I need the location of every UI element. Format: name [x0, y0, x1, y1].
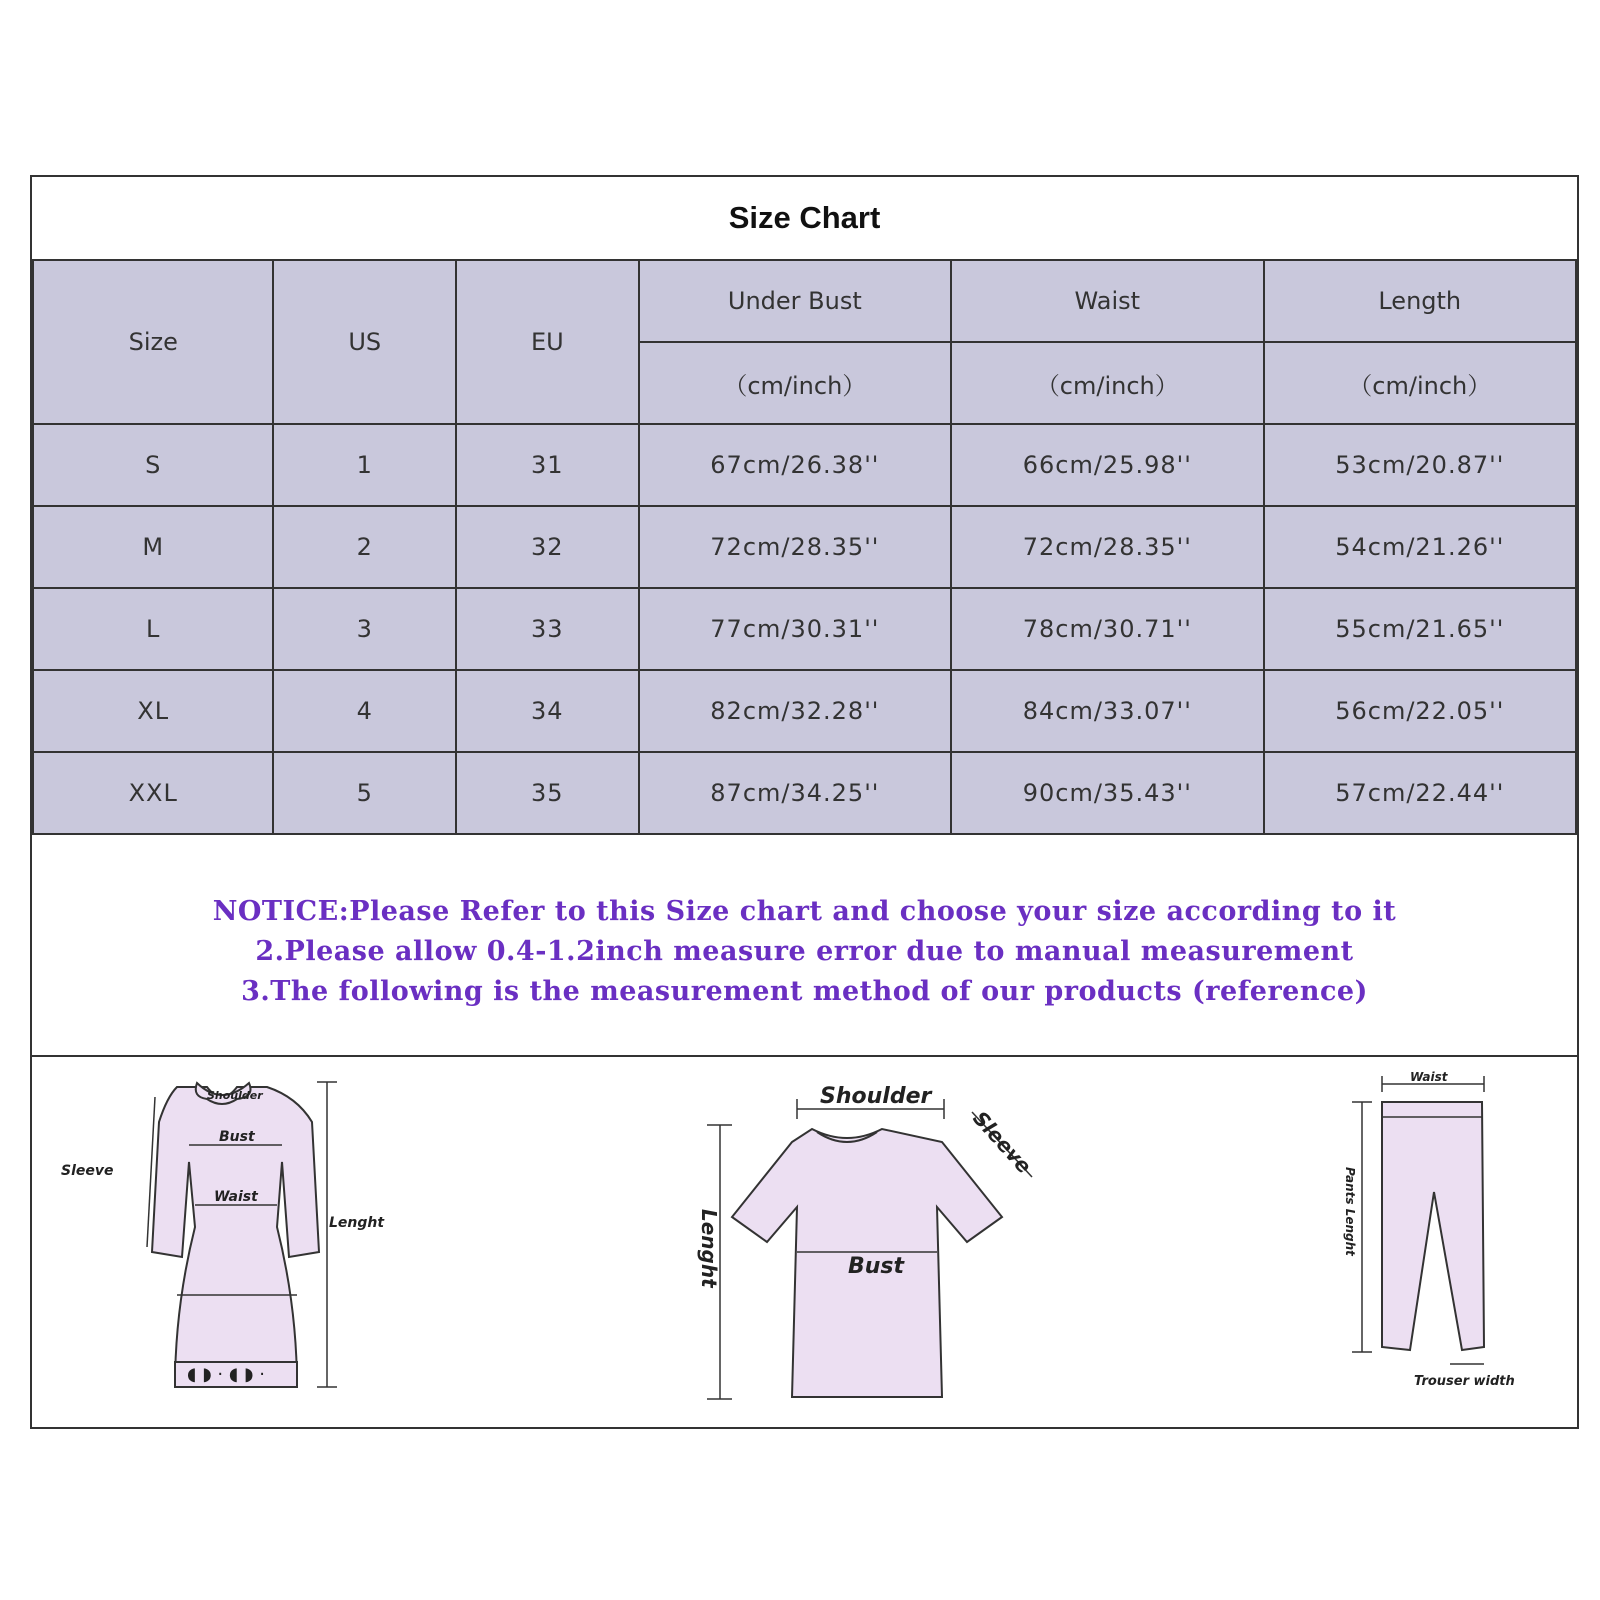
- dress-sleeve-label: Sleeve: [61, 1163, 114, 1179]
- dress-waist-label: Waist: [214, 1189, 258, 1205]
- cell-waist: 90cm/35.43'': [951, 752, 1263, 834]
- header-under-bust: Under Bust: [639, 260, 951, 342]
- cell-us: 3: [273, 588, 456, 670]
- cell-eu: 31: [456, 424, 639, 506]
- cell-us: 5: [273, 752, 456, 834]
- dress-length-label: Lenght: [329, 1215, 385, 1231]
- header-waist: Waist: [951, 260, 1263, 342]
- cell-under-bust: 67cm/26.38'': [639, 424, 951, 506]
- cell-under-bust: 77cm/30.31'': [639, 588, 951, 670]
- cell-size: M: [33, 506, 273, 588]
- cell-waist: 78cm/30.71'': [951, 588, 1263, 670]
- cell-under-bust: 87cm/34.25'': [639, 752, 951, 834]
- header-length: Length: [1264, 260, 1576, 342]
- chart-title: Size Chart: [32, 177, 1577, 261]
- table-row: [33, 506, 1576, 588]
- dress-figure: [57, 1077, 385, 1417]
- tshirt-figure: [672, 1077, 1052, 1417]
- header-us: US: [273, 260, 456, 424]
- notice-line-2: 2.Please allow 0.4-1.2inch measure error due to manual measurement: [255, 936, 1354, 967]
- cell-under-bust: 72cm/28.35'': [639, 506, 951, 588]
- cell-under-bust: 82cm/32.28'': [639, 670, 951, 752]
- pants-figure: [1332, 1072, 1572, 1417]
- notice-block: [32, 849, 1577, 1057]
- table-row: [33, 670, 1576, 752]
- dress-bust-label: Bust: [219, 1129, 255, 1145]
- table-header-row: [33, 260, 1576, 342]
- tshirt-shoulder-label: Shoulder: [820, 1084, 932, 1109]
- tshirt-sleeve-label: Sleeve: [968, 1106, 1037, 1179]
- table-row: [33, 752, 1576, 834]
- cell-length: 57cm/22.44'': [1264, 752, 1576, 834]
- dress-illustration: [57, 1077, 385, 1417]
- svg-text:◖ ◗ · ◖ ◗ ·: ◖ ◗ · ◖ ◗ ·: [187, 1364, 265, 1385]
- tshirt-bust-label: Bust: [848, 1254, 905, 1279]
- cell-us: 2: [273, 506, 456, 588]
- cell-us: 1: [273, 424, 456, 506]
- cell-size: S: [33, 424, 273, 506]
- pants-trouser-width-label: Trouser width: [1414, 1374, 1515, 1389]
- cell-size: XXL: [33, 752, 273, 834]
- tshirt-length-label: Lenght: [697, 1209, 721, 1288]
- cell-eu: 34: [456, 670, 639, 752]
- cell-size: XL: [33, 670, 273, 752]
- header-eu: EU: [456, 260, 639, 424]
- header-size: Size: [33, 260, 273, 424]
- cell-waist: 84cm/33.07'': [951, 670, 1263, 752]
- tshirt-illustration: [672, 1077, 1052, 1417]
- notice-line-1: NOTICE:Please Refer to this Size chart and choose your size according to it: [212, 896, 1397, 927]
- size-chart-frame: [30, 175, 1579, 1429]
- pants-length-label: Pants Lenght: [1343, 1167, 1357, 1256]
- measurement-figures: [32, 1057, 1577, 1427]
- size-table: [32, 259, 1577, 835]
- cell-length: 54cm/21.26'': [1264, 506, 1576, 588]
- cell-length: 53cm/20.87'': [1264, 424, 1576, 506]
- pants-illustration: [1332, 1072, 1572, 1417]
- cell-size: L: [33, 588, 273, 670]
- notice-line-3: 3.The following is the measurement method of our products (reference): [241, 976, 1368, 1007]
- cell-length: 56cm/22.05'': [1264, 670, 1576, 752]
- cell-eu: 35: [456, 752, 639, 834]
- cell-eu: 32: [456, 506, 639, 588]
- unit-under-bust: （cm/inch）: [639, 342, 951, 424]
- cell-waist: 66cm/25.98'': [951, 424, 1263, 506]
- dress-shoulder-label: Shoulder: [207, 1089, 263, 1102]
- cell-length: 55cm/21.65'': [1264, 588, 1576, 670]
- cell-waist: 72cm/28.35'': [951, 506, 1263, 588]
- table-row: [33, 588, 1576, 670]
- cell-us: 4: [273, 670, 456, 752]
- unit-waist: （cm/inch）: [951, 342, 1263, 424]
- table-row: [33, 424, 1576, 506]
- pants-waist-label: Waist: [1410, 1070, 1448, 1084]
- cell-eu: 33: [456, 588, 639, 670]
- unit-length: （cm/inch）: [1264, 342, 1576, 424]
